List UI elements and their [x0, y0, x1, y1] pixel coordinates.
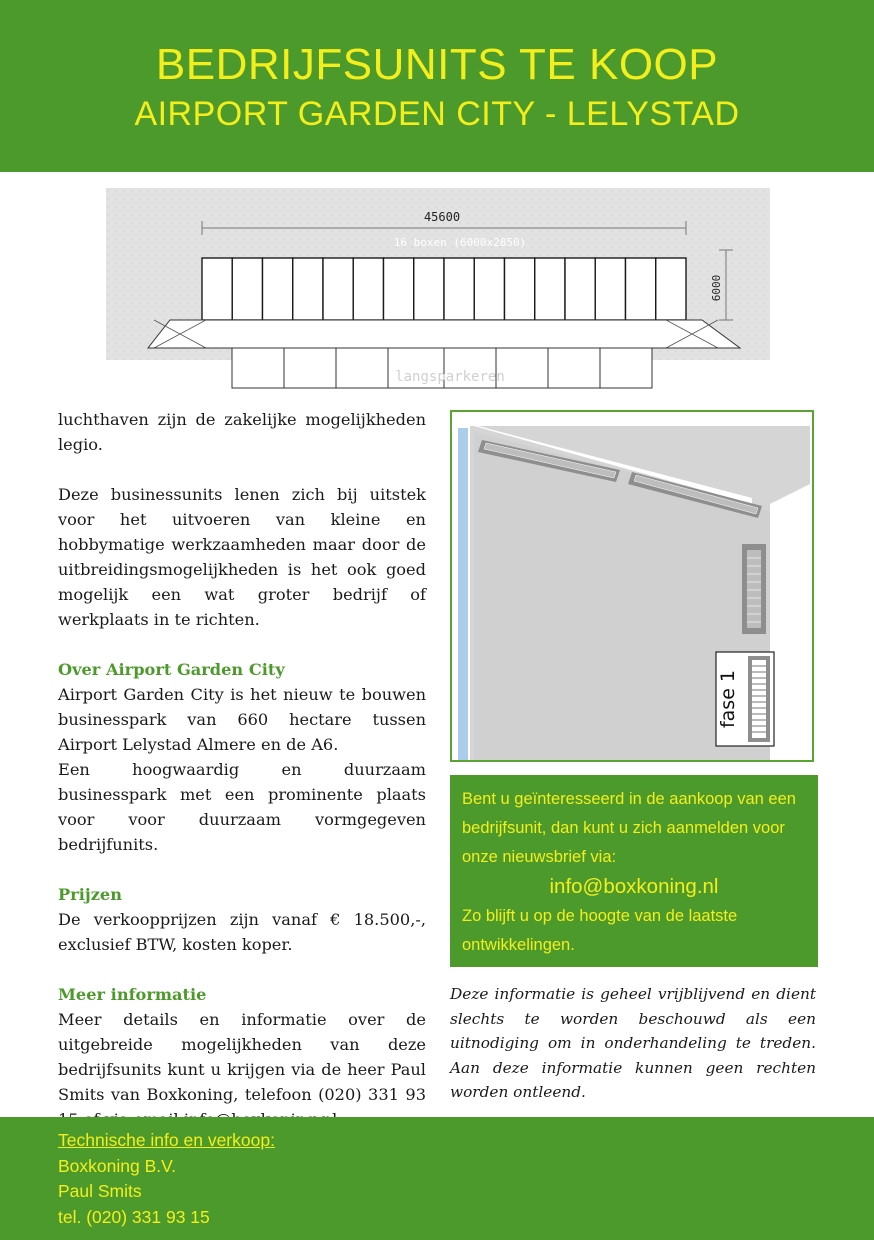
- about-heading: Over Airport Garden City: [58, 660, 285, 679]
- newsletter-callout: [450, 775, 818, 967]
- unit-box: [474, 258, 504, 320]
- unit-box: [353, 258, 383, 320]
- phase-label: fase 1: [717, 669, 739, 729]
- unit-box: [414, 258, 444, 320]
- unit-box: [535, 258, 565, 320]
- body-text-column: [58, 407, 426, 1132]
- unit-row: [202, 258, 686, 320]
- newsletter-text: Bent u geïnteresseerd in de aankoop van een bedrijfsunit, dan kunt u zich aanmelden voor onze nieuwsbrief via:: [462, 790, 796, 866]
- newsletter-email-link[interactable]: info@boxkoning.nl: [549, 875, 719, 898]
- unit-box: [384, 258, 414, 320]
- footer-person: Paul Smits: [58, 1181, 142, 1201]
- unit-box: [202, 258, 232, 320]
- unit-box: [293, 258, 323, 320]
- dimension-width-label: 45600: [423, 210, 461, 224]
- unit-box: [232, 258, 262, 320]
- page-title: BEDRIJFSUNITS TE KOOP: [155, 40, 719, 89]
- units-paragraph: Deze businessunits lenen zich bij uitstek voor het uitvoeren van kleine en hobbymatige werkzaamheden maar door de uitbreidingsmogelijkheden is het ook goed mogelijk een wat groter bedrijf of werkplaats in te richten.: [58, 485, 426, 629]
- unit-box: [444, 258, 474, 320]
- about-text-2: Een hoogwaardig en duurzaam businesspark met een prominente plaats voor voor duurzaam vormgegeven bedrijfunits.: [58, 760, 426, 854]
- site-plan-drawing: [106, 188, 770, 390]
- footer-company: Boxkoning B.V.: [58, 1155, 177, 1176]
- location-map-drawing: [452, 412, 812, 760]
- disclaimer-text: Deze informatie is geheel vrijblijvend en dient slechts te worden beschouwd als een uitnodiging om in onderhandeling te treden. Aan deze informatie kunnen geen rechten worden ontleend.: [450, 985, 816, 1101]
- intro-paragraph: luchthaven zijn de zakelijke mogelijkheden legio.: [58, 410, 426, 454]
- more-info-text: Meer details en informatie over de uitgebreide mogelijkheden van deze bedrijfsunits kunt u krijgen via de heer Paul Smits van Boxkoning, telefoon (020) 331 93: [58, 1010, 426, 1104]
- unit-box: [263, 258, 293, 320]
- prices-text: De verkoopprijzen zijn vanaf € 18.500,-, exclusief BTW, kosten koper.: [58, 910, 426, 954]
- unit-box: [565, 258, 595, 320]
- page-footer: [0, 1117, 874, 1240]
- unit-box: [323, 258, 353, 320]
- newsletter-text-2: Zo blijft u op de hoogte van de laatste ontwikkelingen.: [462, 907, 738, 954]
- parking-label: langsparkeren: [395, 369, 505, 385]
- footer-phone: tel. (020) 331 93 15: [58, 1206, 210, 1227]
- page-subtitle: AIRPORT GARDEN CITY - LELYSTAD: [134, 95, 740, 133]
- unit-box: [505, 258, 535, 320]
- dimension-depth-label: 6000: [710, 274, 723, 302]
- unit-box: [656, 258, 686, 320]
- boxes-label: 16 boxen (6000x2850): [393, 236, 527, 249]
- prices-heading: Prijzen: [58, 885, 122, 904]
- unit-box: [626, 258, 656, 320]
- about-text-1: Airport Garden City is het nieuw te bouwen businesspark van 660 hectare tussen Airport Lelystad Almere en de A6.: [58, 685, 426, 754]
- footer-heading: Technische info en verkoop:: [58, 1130, 275, 1150]
- unit-box: [595, 258, 625, 320]
- more-info-heading: Meer informatie: [58, 985, 207, 1004]
- location-map: [450, 410, 814, 762]
- page-header: [0, 0, 874, 172]
